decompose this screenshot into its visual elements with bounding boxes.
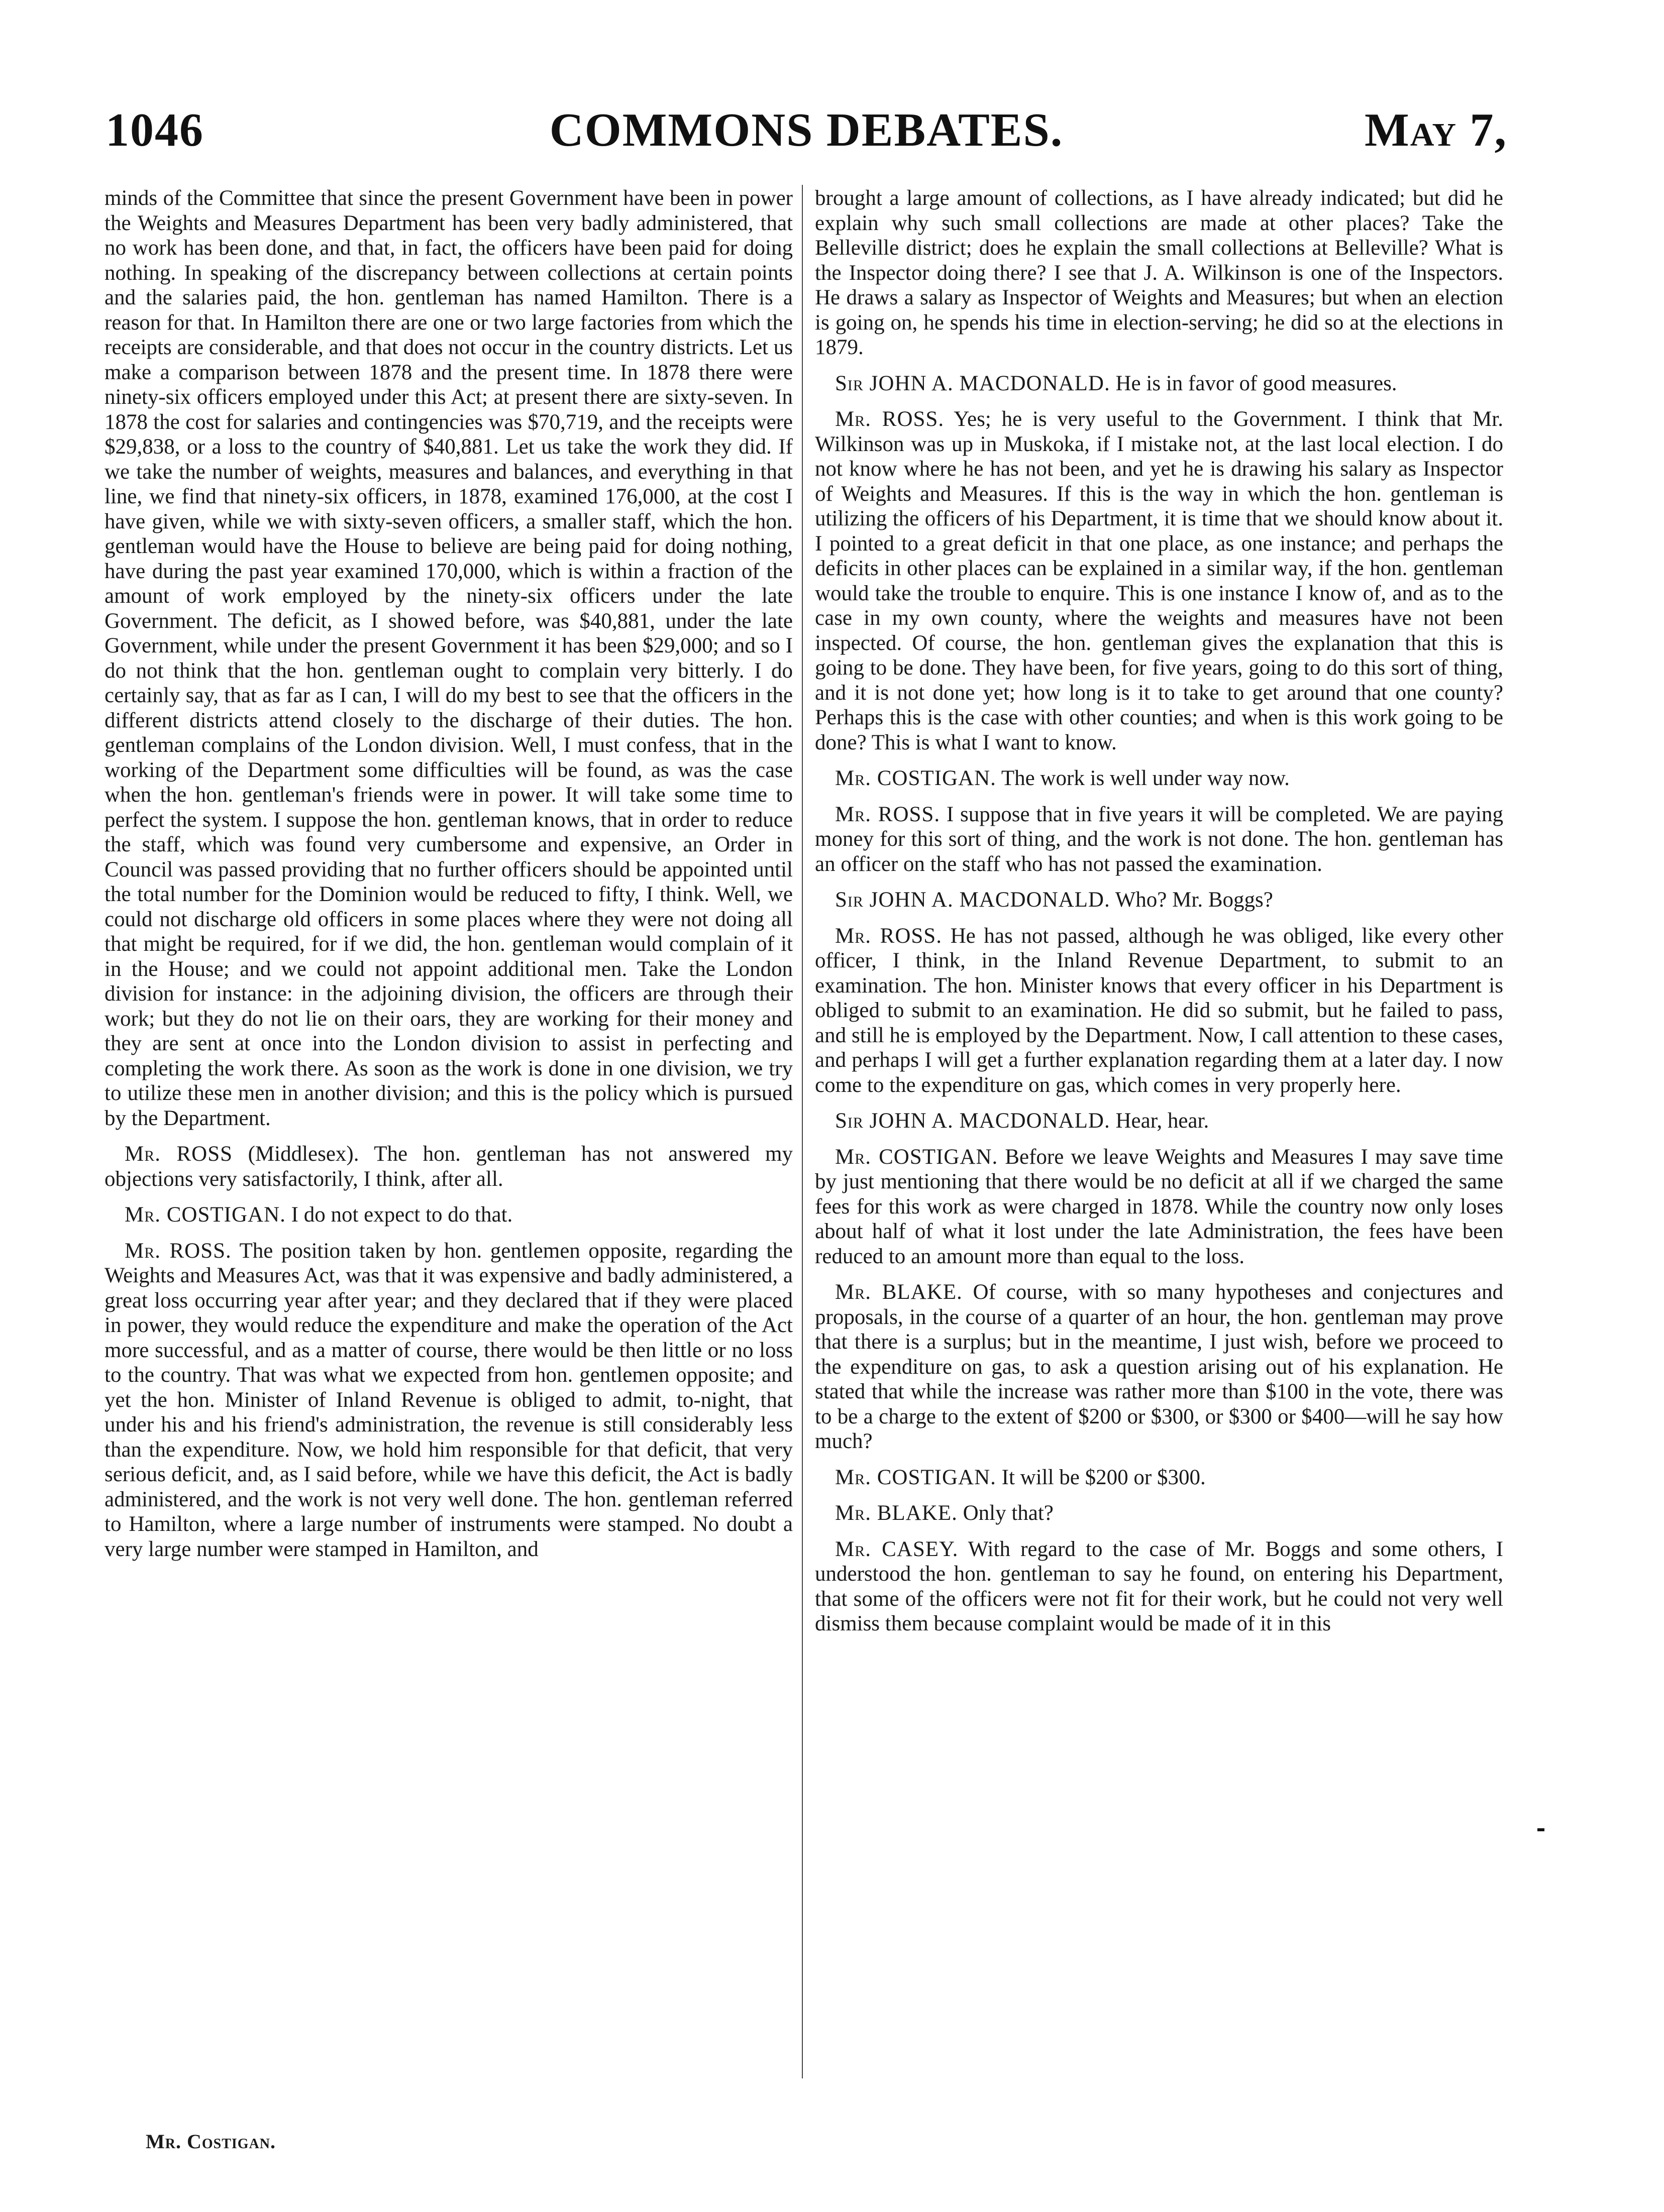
paragraph: minds of the Committee that since the present Government have been in power the Weights and Measures Department has been very badly administered, that no work has been done, and that, in fact, the officers have been paid for doing nothing. In speaking of the discrepancy between collections at certain points and the salaries paid, the hon. gentleman has named Hamilton. There is a reason for that. In Hamilton there are one or two large factories from which the receipts are considerable, and that does not occur in the country districts. Let us make a comparison between 1878 and the present time. In 1878 there were ninety-six officers employed under this Act; at present there are sixty-seven. In 1878 the cost for salaries and contingencies was $70,719, and the receipts were $29,838, or a loss to the country of $40,881. Let us take the work they did. If we take the number of weights, measures and balances, and everything in that line, we find that ninety-six officers, in 1878, examined 176,000, at the cost I have given, while we with sixty-seven officers, a smaller staff, which the hon. gentleman would have the House to believe are being paid for doing nothing, have during the past year examined 170,000, which is within a fraction of the amount of work employed by the ninety-six officers under the late Government. The deficit, as I showed before, was $40,881, under the late Government, while under the present Government it has been $29,000; and so I do not think that the hon. gentleman ought to complain very bitterly. I do certainly say, that as far as I can, I will do my best to see that the officers in the different districts attend closely to the discharge of their duties. The hon. gentleman complains of the London division. Well, I must confess, that in the working of the Department some difficulties will be found, as was the case when the hon. gentleman's friends were in power. It will take some time to perfect the system. I suppose the hon. gentleman knows, that in order to reduce the staff, which was found very cumbersome and expensive, an Order in Council was passed providing that no further officers should be appointed until the total number for the Dominion would be reduced to fifty, I think. Well, we could not discharge old officers in some places where they were not doing all that might be required, for if we did, the hon. gentleman would complain of it in the House; and we could not appoint additional men. Take the London division for instance: in the adjoining division, the officers are through their work; but they do not lie on their oars, they are working for their money and they are sent at once into the London division to assist in perfecting and completing the work there. As soon as the work is done in one division, we try to utilize these men in another division; and this is the policy which is pursued by the Department. xyxy=(105,186,793,1130)
speaker-name: Mr. BLAKE. xyxy=(835,1280,963,1304)
speaker-name: Sir JOHN A. MACDONALD. xyxy=(835,371,1110,395)
speaker-name: Sir JOHN A. MACDONALD. xyxy=(835,1109,1110,1133)
paragraph: Mr. COSTIGAN. It will be $200 or $300. xyxy=(835,1465,1206,1489)
page-header xyxy=(106,103,1507,158)
speaker-name: Sir JOHN A. MACDONALD. xyxy=(835,888,1110,912)
paragraph: Sir JOHN A. MACDONALD. Hear, hear. xyxy=(835,1109,1209,1133)
speaker-name: Mr. ROSS. xyxy=(835,407,945,431)
left-column xyxy=(105,186,793,2155)
speaker-name: Mr. ROSS xyxy=(125,1142,233,1166)
paragraph: Mr. ROSS. Yes; he is very useful to the Government. I think that Mr. Wilkinson was up in Muskoka, if I mistake not, at the last local election. I do not know where he has not been, and yet he is drawing his salary as Inspector of Weights and Measures. If this is the way in which the hon. gentleman is utilizing the officers of his Department, it is time that we should know about it. I pointed to a great deficit in that one place, as one instance; and perhaps the deficits in other places can be explained in a similar way, if the hon. gentleman would take the trouble to enquire. This is one instance I know of, and as to the case in my own county, where the weights and measures have not been inspected. Of course, the hon. gentleman gives the explanation that this is going to be done. They have been, for five years, going to do this sort of thing, and it is not done yet; how long is it to take to get around that one county? Perhaps this is the case with other counties; and when is this work going to be done? This is what I want to know. xyxy=(815,407,1503,754)
right-column xyxy=(815,186,1503,2155)
paragraph: brought a large amount of collections, as I have already indicated; but did he explain why such small collections are made at other places? Take the Belleville district; does he explain the small collections at Belleville? What is the Inspector doing there? I see that J. A. Wilkinson is one of the Inspectors. He draws a salary as Inspector of Weights and Measures; but when an election is going on, he spends his time in election-serving; he did so at the elections in 1879. xyxy=(815,186,1503,359)
speaker-name: Mr. COSTIGAN. xyxy=(835,1465,996,1489)
speaker-name: Mr. COSTIGAN. xyxy=(835,766,996,790)
paragraph: Mr. ROSS. I suppose that in five years it will be completed. We are paying money for this sort of thing, and the work is not done. The hon. gentleman has an officer on the staff who has not passed the examination. xyxy=(815,802,1503,876)
paragraph: Mr. COSTIGAN. I do not expect to do that. xyxy=(125,1203,513,1227)
margin-mark xyxy=(1537,1828,1544,1831)
paragraph: Mr. COSTIGAN. Before we leave Weights and Measures I may save time by just mentioning that there would be no deficit at all if we charged the same fees for this work as were charged in 1878. While the country now only loses about half of what it lost under the late Administration, the fees have been reduced to an amount more than equal to the loss. xyxy=(815,1145,1503,1268)
paragraph: Mr. ROSS. The position taken by hon. gentlemen opposite, regarding the Weights and Measures Act, was that it was expensive and badly administered, a great loss occurring year after year; and they declared that if they were placed in power, they would reduce the expenditure and make the operation of the Act more successful, and as a matter of course, there would be then little or no loss to the country. That was what we expected from hon. gentlemen opposite; and yet the hon. Minister of Inland Revenue is obliged to admit, to-night, that under his and his friend's administration, the revenue is still considerably less than the expenditure. Now, we hold him responsible for that deficit, that very serious deficit, and, as I said before, while we have this deficit, the Act is badly administered, and the work is not very well done. The hon. gentleman referred to Hamilton, where a large number of instruments were stamped. No doubt a very large number were stamped in Hamilton, and xyxy=(105,1239,793,1561)
page-number: 1046 xyxy=(106,104,204,156)
speaker-name: Mr. ROSS. xyxy=(835,924,942,948)
paragraph: Mr. ROSS (Middlesex). The hon. gentleman has not answered my objections very satisfactorily, I think, after all. xyxy=(105,1142,793,1191)
paragraph: Mr. BLAKE. Only that? xyxy=(835,1501,1054,1525)
speaker-name: Mr. COSTIGAN. xyxy=(835,1145,998,1169)
page-date: May 7, xyxy=(1365,104,1507,156)
speaker-name: Mr. BLAKE. xyxy=(835,1501,958,1525)
publication-title: COMMONS DEBATES. xyxy=(549,104,1064,156)
paragraph: Mr. BLAKE. Of course, with so many hypotheses and conjectures and proposals, in the course of a quarter of an hour, the hon. gentleman may prove that there is a surplus; but in the meantime, I just wish, before we proceed to the expenditure on gas, to ask a question arising out of his explanation. He stated that while the increase was rather more than $100 in the vote, there was to be a charge to the extent of $200 or $300, or $300 or $400—will he say how much? xyxy=(815,1280,1503,1453)
speaker-name: Mr. COSTIGAN. xyxy=(125,1203,286,1227)
paragraph: Sir JOHN A. MACDONALD. He is in favor of good measures. xyxy=(835,371,1397,395)
paragraph: Mr. ROSS. He has not passed, although he was obliged, like every other officer, I think, in the Inland Revenue Department, to submit to an examination. The hon. Minister knows that every officer in his Department is obliged to submit to an examination. He did so submit, but he failed to pass, and still he is employed by the Department. Now, I call attention to these cases, and perhaps I will get a further explanation regarding them at a later day. I now come to the expenditure on gas, which comes in very properly here. xyxy=(815,924,1503,1097)
paragraph: Mr. CASEY. With regard to the case of Mr. Boggs and some others, I understood the hon. gentleman to say he found, on entering his Department, that some of the officers were not fit for their work, but he could not very well dismiss them because complaint would be made of it in this xyxy=(815,1537,1503,1635)
footer-signature: Mr. Costigan. xyxy=(146,2130,276,2153)
speaker-name: Mr. ROSS. xyxy=(125,1239,232,1263)
paragraph: Sir JOHN A. MACDONALD. Who? Mr. Boggs? xyxy=(835,888,1273,912)
speaker-name: Mr. CASEY. xyxy=(835,1537,959,1561)
speaker-name: Mr. ROSS. xyxy=(835,802,941,826)
paragraph: Mr. COSTIGAN. The work is well under way now. xyxy=(835,766,1290,790)
column-divider xyxy=(802,185,803,2078)
